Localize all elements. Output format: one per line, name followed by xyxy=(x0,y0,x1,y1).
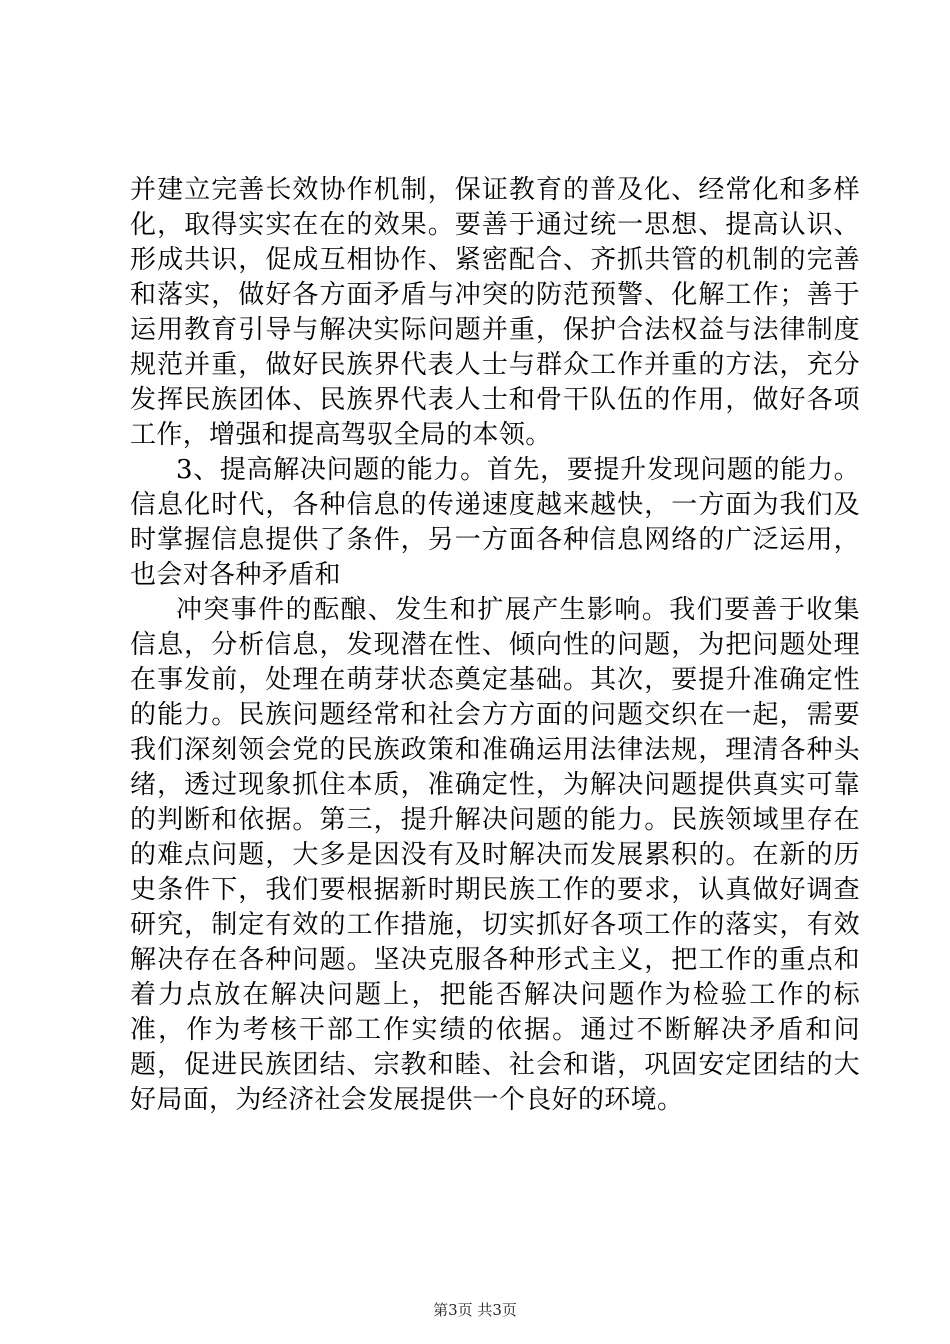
paragraph-1: 并建立完善长效协作机制，保证教育的普及化、经常化和多样化，取得实实在在的效果。要善于通过统一思想、提高认识、形成共识，促成互相协作、紧密配合、齐抓共管的机制的完善和落实，做好各方面矛盾与冲突的防范预警、化解工作；善于运用教育引导与解决实际问题并重，保护合法权益与法律制度规范并重，做好民族界代表人士与群众工作并重的方法，充分发挥民族团体、民族界代表人士和骨干队伍的作用，做好各项工作，增强和提高驾驭全局的本领。 xyxy=(130,175,860,450)
page-number-label: 第3页 共3页 xyxy=(433,1301,517,1319)
paragraph-3: 冲突事件的酝酿、发生和扩展产生影响。我们要善于收集信息，分析信息，发现潜在性、倾向性的问题，为把问题处理在事发前，处理在萌芽状态奠定基础。其次，要提升准确定性的能力。民族问题经常和社会方方面的问题交织在一起，需要我们深刻领会党的民族政策和准确运用法律法规，理清各种头绪，透过现象抓住本质，准确定性，为解决问题提供真实可靠的判断和依据。第三，提升解决问题的能力。民族领域里存在的难点问题，大多是因没有及时解决而发展累积的。在新的历史条件下，我们要根据新时期民族工作的要求，认真做好调查研究，制定有效的工作措施，切实抓好各项工作的落实，有效解决存在各种问题。坚决克服各种形式主义，把工作的重点和着力点放在解决问题上，把能否解决问题作为检验工作的标准，作为考核干部工作实绩的依据。通过不断解决矛盾和问题，促进民族团结、宗教和睦、社会和谐，巩固安定团结的大好局面，为经济社会发展提供一个良好的环境。 xyxy=(130,595,860,1115)
page-footer xyxy=(0,1300,950,1320)
paragraph-2: 3、提高解决问题的能力。首先，要提升发现问题的能力。信息化时代，各种信息的传递速度越来越快，一方面为我们及时掌握信息提供了条件，另一方面各种信息网络的广泛运用，也会对各种矛盾和 xyxy=(130,455,860,590)
document-body xyxy=(130,173,860,1118)
